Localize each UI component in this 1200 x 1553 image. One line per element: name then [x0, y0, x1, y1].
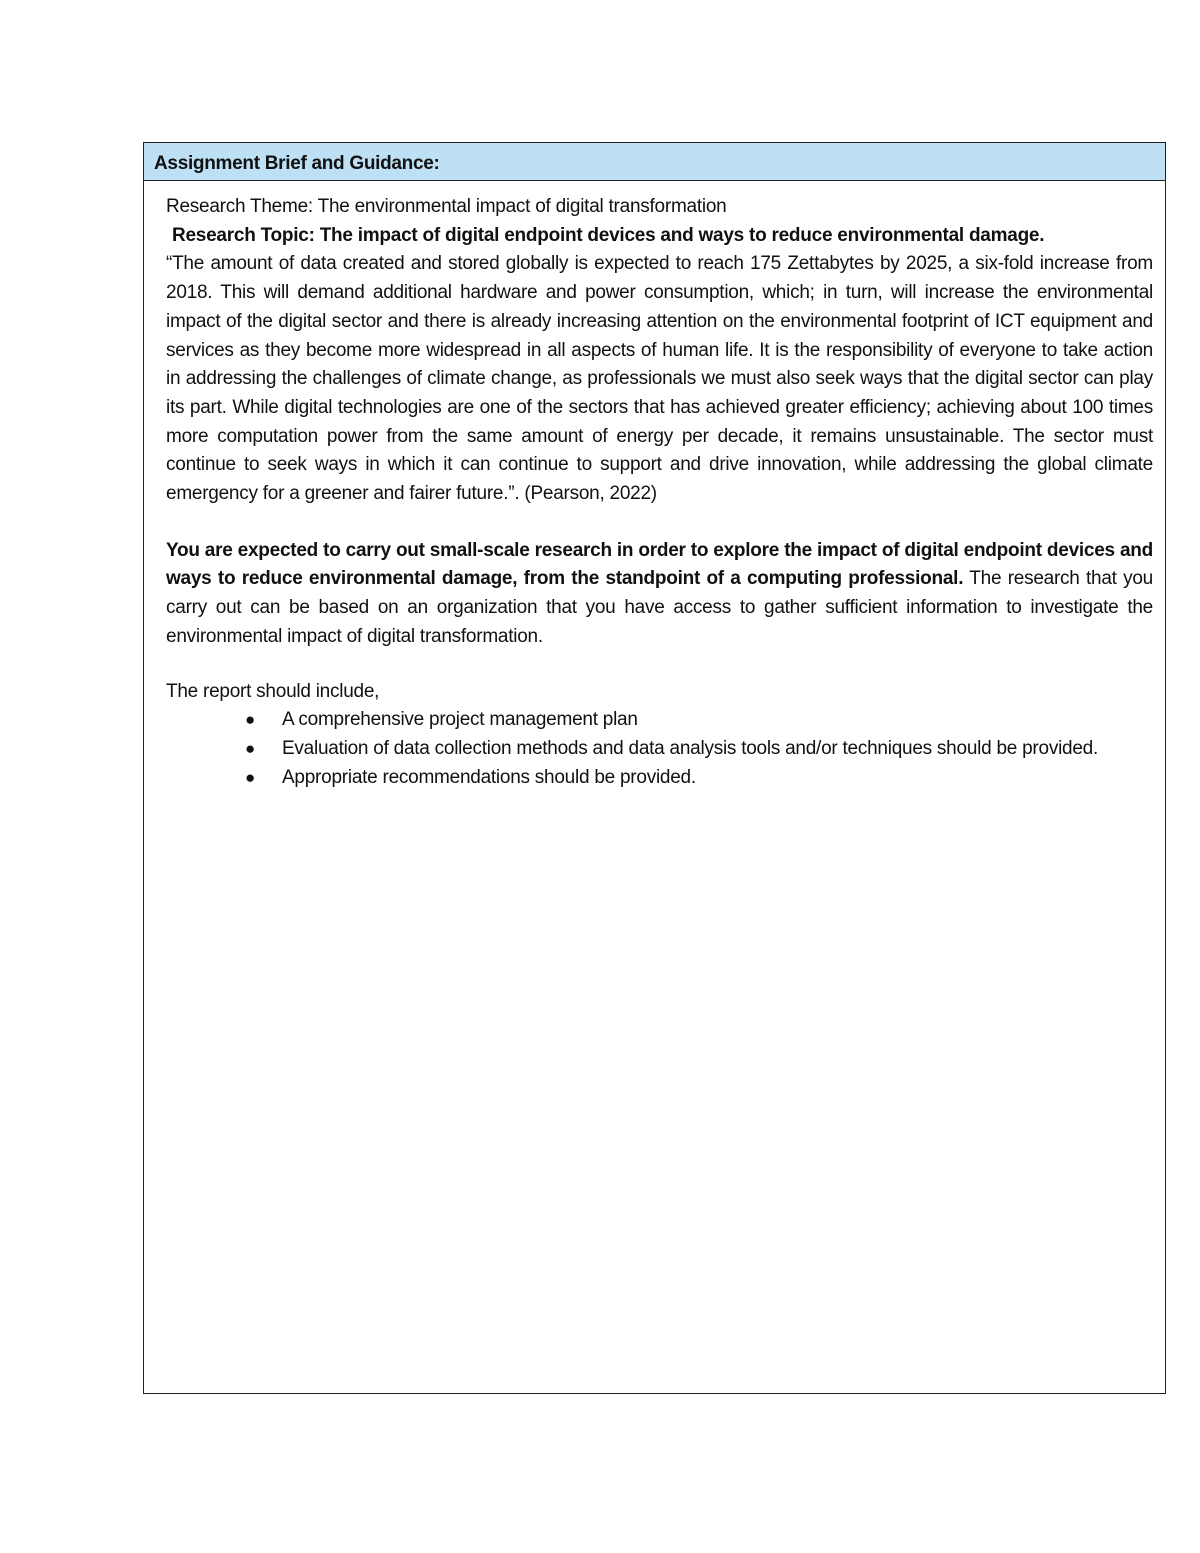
expectation-paragraph — [166, 537, 1153, 652]
brief-header-title: Assignment Brief and Guidance: — [154, 153, 440, 174]
list-item — [245, 764, 1153, 793]
bullet-icon: ● — [245, 767, 256, 787]
list-item — [245, 706, 1153, 735]
list-item-text: A comprehensive project management plan — [282, 709, 638, 731]
report-include-intro: The report should include, — [166, 680, 380, 702]
list-item — [245, 735, 1153, 764]
expectation-regular-text: The research that you carry out can be based on an organization that you have access to gather sufficient information to investigate the environmental impact of digital transformation. — [166, 568, 1153, 647]
report-include-list — [166, 706, 1153, 792]
expectation-bold-text: You are expected to carry out small-scale research in order to explore the impact of digital endpoint devices and ways to reduce environmental damage, from the standpoint of a computing professional. — [166, 539, 1153, 590]
list-item-text: Appropriate recommendations should be provided. — [282, 766, 696, 788]
bullet-icon: ● — [245, 710, 256, 730]
list-item-text: Evaluation of data collection methods and data analysis tools and/or techniques should be provided. — [282, 737, 1099, 759]
research-topic: Research Topic: The impact of digital endpoint devices and ways to reduce environmental damage. — [172, 224, 1045, 246]
bullet-icon: ● — [245, 738, 256, 758]
assignment-brief-table — [143, 142, 1166, 1394]
research-theme: Research Theme: The environmental impact of digital transformation — [166, 196, 727, 217]
brief-body — [144, 181, 1165, 792]
pearson-quote-paragraph: “The amount of data created and stored globally is expected to reach 175 Zettabytes by 2025, a six-fold increase from 2018. This will demand additional hardware and power consumption, which; in turn, will increase the environmental impact of the digital sector and there is already increasing attention on the environmental footprint of ICT equipment and services as they become more widespread in all aspects of human life. It is the responsibility of everyone to take action in addressing the challenges of climate change, as professionals we must also seek ways that the digital sector can play its part. While digital technologies are one of the sectors that has achieved greater efficiency; achieving about 100 times more computation power from the same amount of energy per decade, it remains unsustainable. The sector must continue to seek ways in which it can continue to support and drive innovation, while addressing the global climate emergency for a greener and fairer future.”. (Pearson, 2022) — [166, 253, 1153, 505]
brief-header — [144, 143, 1165, 181]
